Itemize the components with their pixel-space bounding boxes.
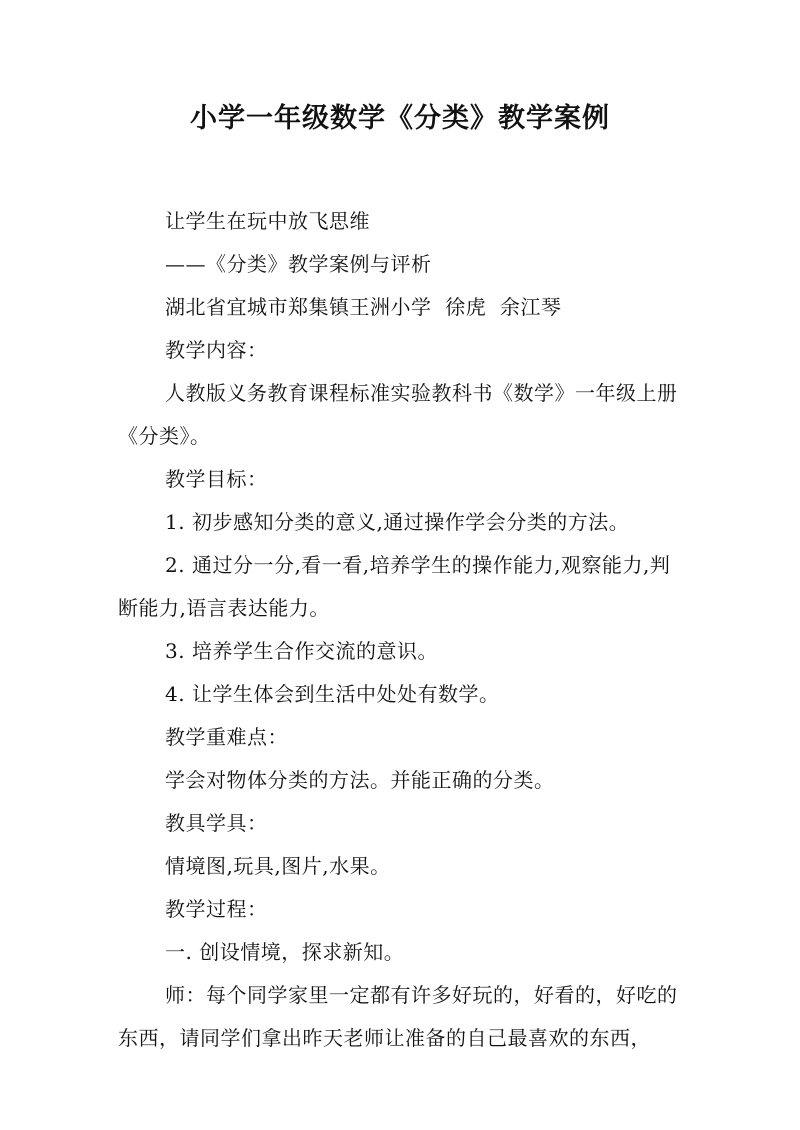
goal-item-3: 3. 培养学生合作交流的意识。 [165,639,438,663]
heading-teaching-aids: 教具学具： [165,811,268,835]
paragraph-teacher-speech: 师：每个同学家里一定都有许多好玩的，好看的，好吃的东西，请同学们拿出昨天老师让准备的自己最喜欢的东西， [118,983,678,1050]
document-body [118,200,680,1060]
document-title: 小学一年级数学《分类》教学案例 [190,103,610,134]
process-step-1: 一. 创设情境，探求新知。 [165,940,405,964]
heading-teaching-content: 教学内容： [165,338,268,362]
paragraph-authors: 湖北省宜城市郑集镇王洲小学 徐虎 余江琴 [165,295,562,319]
heading-teaching-process: 教学过程： [165,897,268,921]
heading-teaching-goals: 教学目标： [165,467,268,491]
heading-key-points: 教学重难点： [165,725,288,749]
paragraph-subtitle-dash: ——《分类》教学案例与评析 [165,252,432,276]
paragraph-teaching-aids: 情境图,玩具,图片,水果。 [165,854,391,878]
paragraph-key-points: 学会对物体分类的方法。并能正确的分类。 [165,768,555,792]
goal-item-4: 4. 让学生体会到生活中处处有数学。 [165,682,500,706]
paragraph-textbook: 人教版义务教育课程标准实验教科书《数学》一年级上册《分类》。 [118,381,678,448]
paragraph-subtitle: 让学生在玩中放飞思维 [165,209,370,233]
goal-item-1: 1. 初步感知分类的意义,通过操作学会分类的方法。 [165,510,630,534]
goal-item-2: 2. 通过分一分,看一看,培养学生的操作能力,观察能力,判断能力,语言表达能力。 [118,553,671,620]
